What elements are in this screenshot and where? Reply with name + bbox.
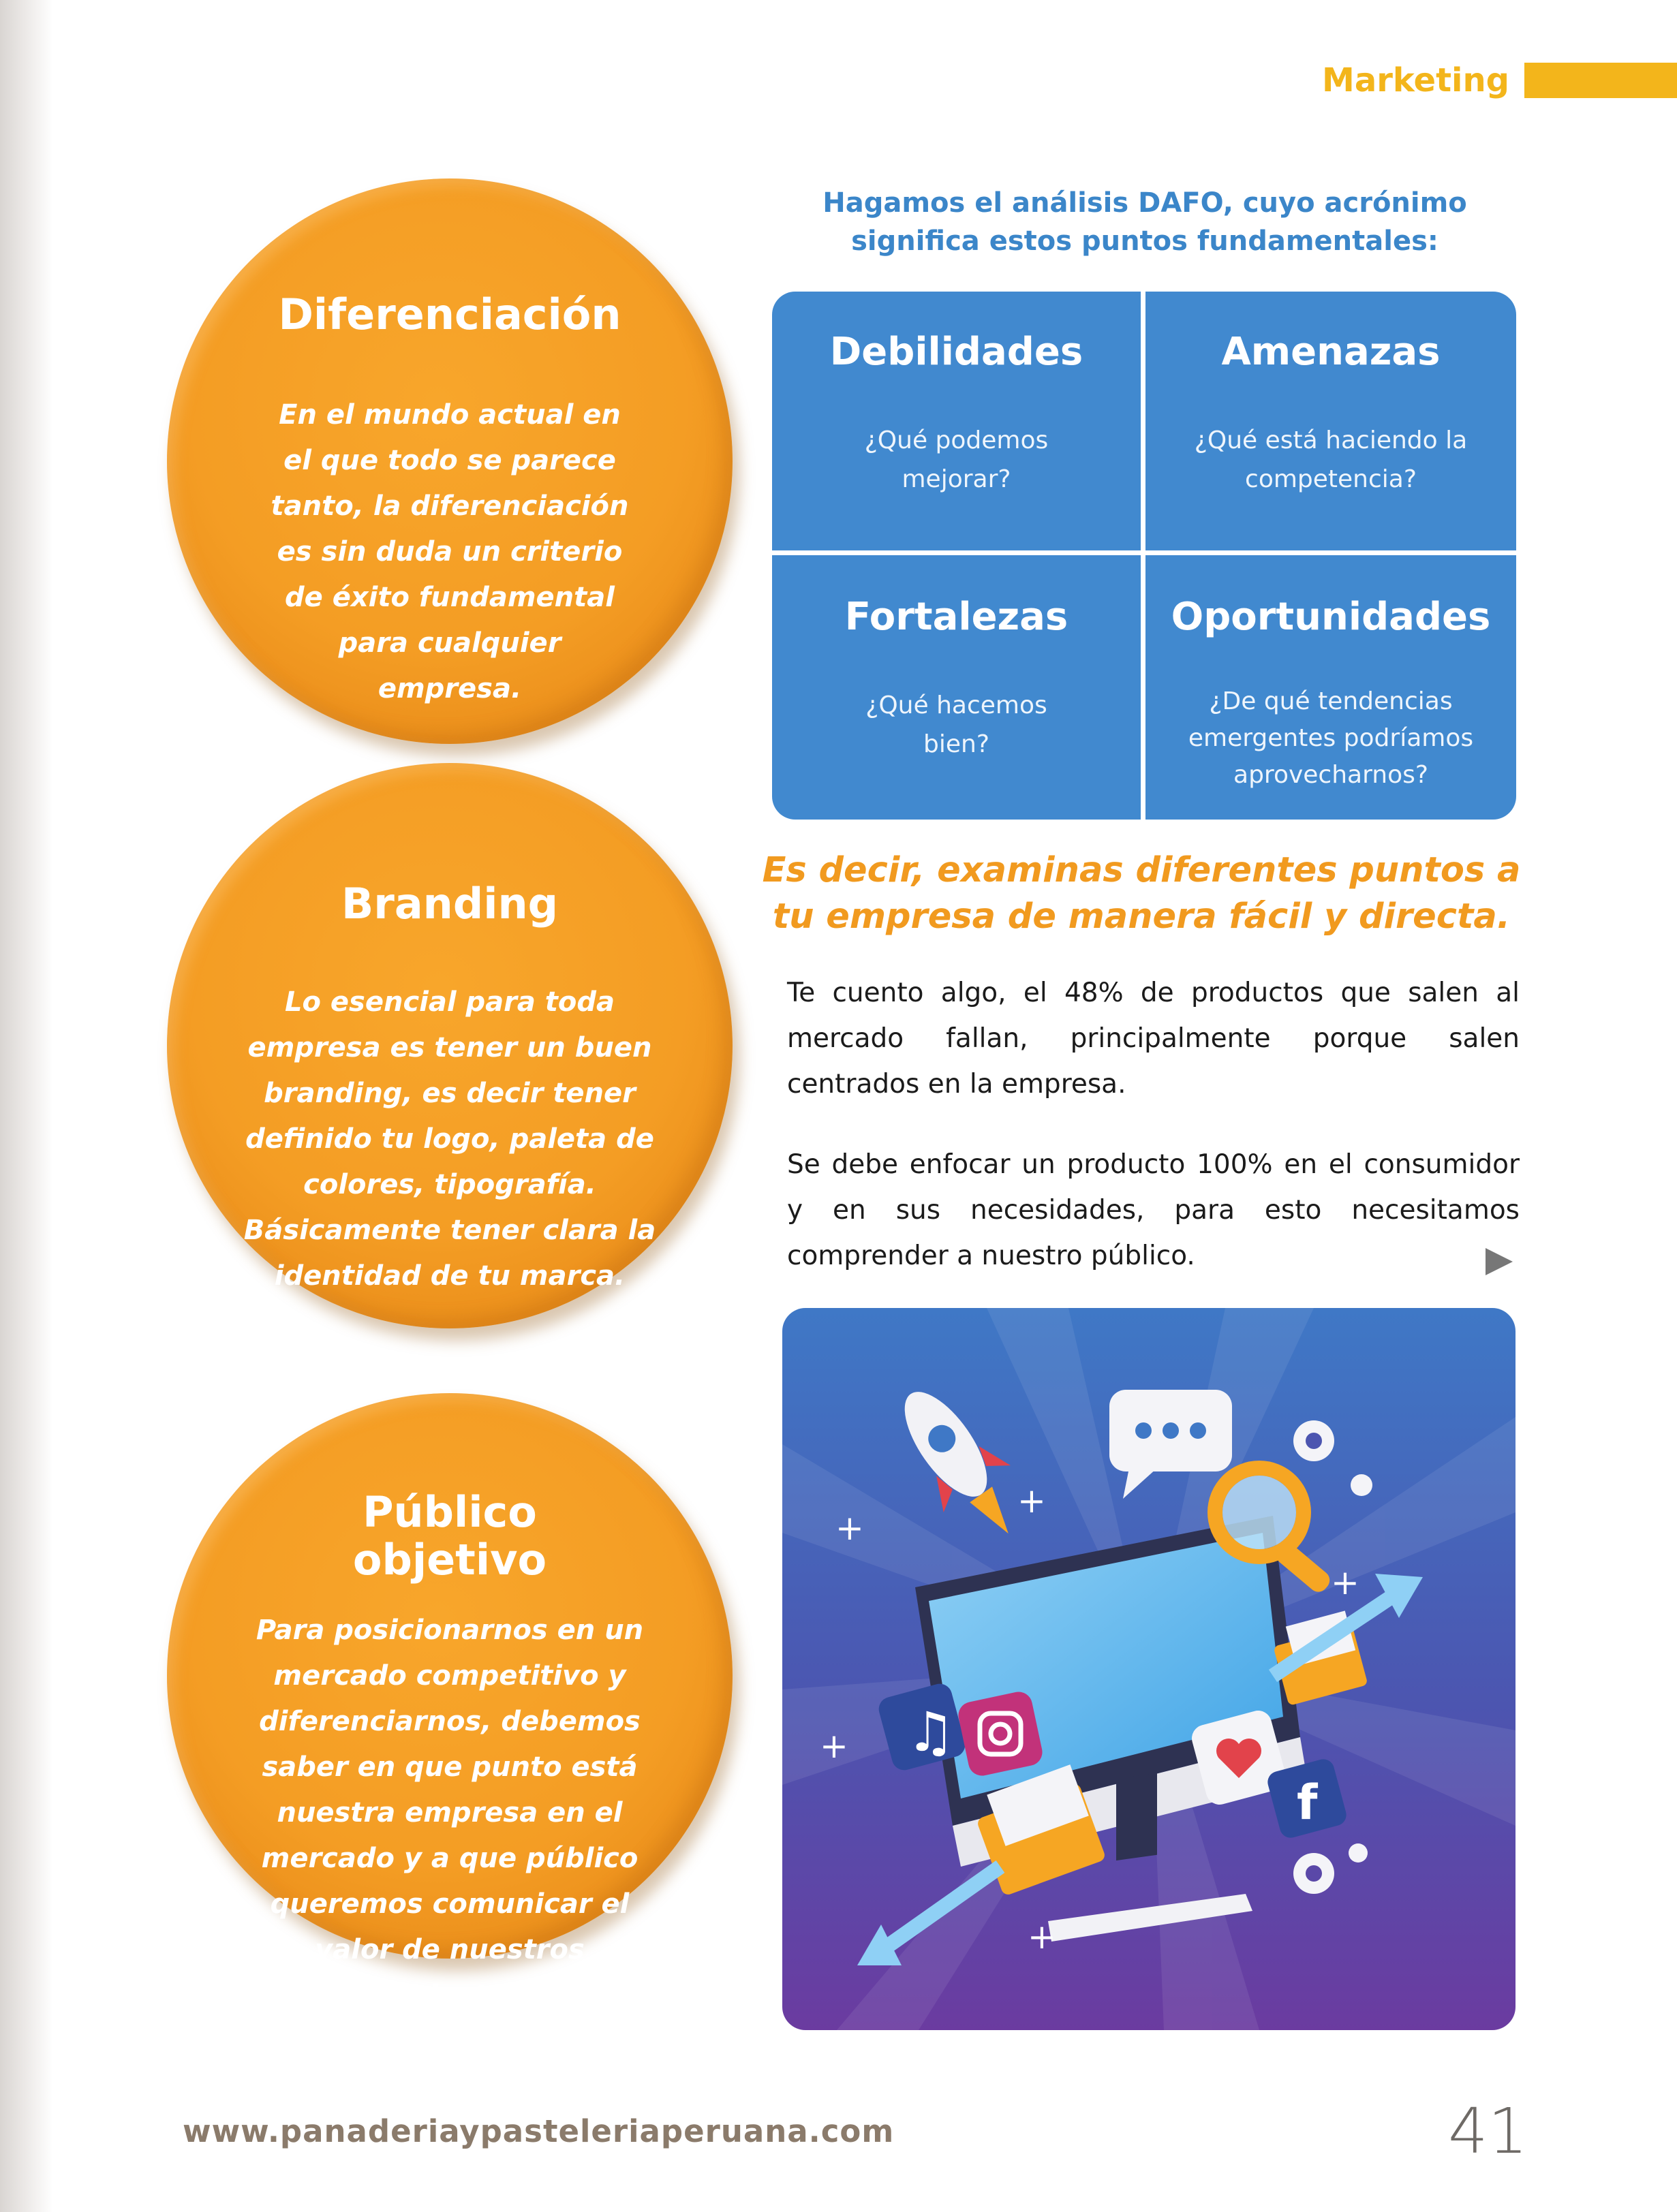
dafo-cell-text: ¿Qué hacemos bien?	[865, 691, 1047, 758]
dafo-cell-fortalezas	[772, 555, 1141, 820]
dafo-cell-title: Debilidades	[829, 330, 1083, 374]
section-title: Marketing	[1322, 61, 1509, 99]
svg-text:+: +	[820, 1726, 848, 1766]
dafo-cell-oportunidades	[1145, 555, 1516, 820]
svg-text:♫: ♫	[906, 1700, 955, 1764]
circle-branding	[167, 763, 733, 1328]
dafo-cell-title: Oportunidades	[1171, 595, 1491, 639]
svg-text:f: f	[1297, 1775, 1318, 1831]
circle-text: En el mundo actual en el que todo se parece tanto, la diferenciación es sin duda un criterio de éxito fundamental para cualquier empresa.	[271, 399, 629, 704]
instagram-icon	[956, 1689, 1045, 1778]
svg-text:+: +	[1028, 1917, 1056, 1957]
dafo-cell-amenazas	[1145, 292, 1516, 550]
footer-website[interactable]: www.panaderiaypasteleriaperuana.com	[183, 2113, 895, 2149]
dafo-cell-text: ¿Qué podemos mejorar?	[864, 426, 1049, 493]
dafo-cell-title: Amenazas	[1221, 330, 1441, 374]
dafo-intro: Hagamos el análisis DAFO, cuyo acrónimo significa estos puntos fundamentales:	[822, 187, 1467, 257]
dafo-cell-debilidades	[772, 292, 1141, 550]
dafo-cell-text: ¿Qué está haciendo la competencia?	[1194, 426, 1468, 493]
section-header	[1322, 61, 1677, 99]
paragraph-1: Te cuento algo, el 48% de productos que salen al mercado fallan, principalmente porque salen centrados en la empresa.	[787, 978, 1520, 1100]
circle-publico-objetivo	[167, 1393, 733, 2011]
circle-diferenciacion	[167, 178, 733, 744]
emphasis-text: Es decir, examinas diferentes puntos a tu empresa de manera fácil y directa.	[762, 850, 1521, 937]
next-page-arrow-icon	[1486, 1248, 1513, 1275]
paragraph-2: Se debe enfocar un producto 100% en el consumidor y en sus necesidades, para esto necesitamos comprender a nuestro público.	[787, 1149, 1520, 1271]
dafo-cell-text: ¿De qué tendencias emergentes podríamos aprovecharnos?	[1188, 687, 1474, 789]
svg-text:+: +	[835, 1508, 864, 1548]
svg-text:+: +	[1017, 1481, 1046, 1521]
book-spine-shadow	[0, 0, 53, 2212]
circle-text: Lo esencial para toda empresa es tener un buen branding, es decir tener definido tu logo, paleta de colores, tipografía. Básicamente tener clara la identidad de tu marca.	[243, 986, 656, 1292]
circle-title: Público objetivo	[352, 1487, 547, 1585]
circle-title: Diferenciación	[278, 290, 621, 339]
dafo-cell-title: Fortalezas	[844, 595, 1068, 639]
page-number: 41	[1448, 2095, 1528, 2168]
circle-title: Branding	[341, 879, 558, 929]
digital-marketing-illustration	[782, 1308, 1516, 2030]
circle-text: Para posicionarnos en un mercado competitivo y diferenciarnos, debemos saber en que punto está nuestra empresa en el mercado y a que público queremos comunicar el valor de nuestros productos.	[256, 1615, 644, 2011]
svg-text:+: +	[1331, 1563, 1359, 1602]
dafo-grid	[772, 292, 1516, 820]
section-accent-bar	[1524, 63, 1677, 98]
